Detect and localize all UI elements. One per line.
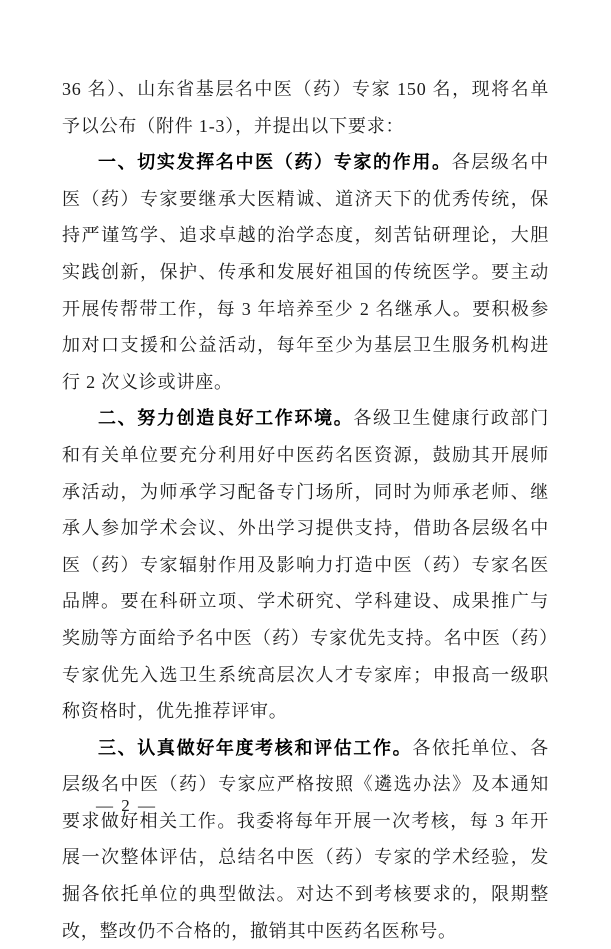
- paragraph-section-1: [62, 144, 549, 400]
- section-heading: 三、认真做好年度考核和评估工作。: [98, 737, 413, 758]
- paragraph-text: 各依托单位、各层级名中医（药）专家应严格按照《遴选办法》及本通知要求做好相关工作。我委将每年开展一次考核，每 3 年开展一次整体评估，总结名中医（药）专家的学术经验，发掘各依托单位的典型做法。对达不到考核要求的，限期整改，整改仍不合格的，撤销其中医药名医称号。: [62, 737, 549, 941]
- paragraph-text: 各级卫生健康行政部门和有关单位要充分利用好中医药名医资源，鼓励其开展师承活动，为师承学习配备专门场所，同时为师承老师、继承人参加学术会议、外出学习提供支持，借助各层级名中医（药）专家辐射作用及影响力打造中医（药）专家名医品牌。要在科研立项、学术研究、学科建设、成果推广与奖励等方面给予名中医（药）专家优先支持。名中医（药）专家优先入选卫生系统高层次人才专家库；申报高一级职称资格时，优先推荐评审。: [62, 408, 549, 722]
- paragraph-section-3: [62, 730, 549, 949]
- paragraph-text: 各层级名中医（药）专家要继承大医精诚、道济天下的优秀传统，保持严谨笃学、追求卓越的治学态度，刻苦钻研理论，大胆实践创新，保护、传承和发展好祖国的传统医学。要主动开展传帮带工作，每 3 年培养至少 2 名继承人。要积极参加对口支援和公益活动，每年至少为基层卫生服务机构进行 2 次义诊或讲座。: [62, 152, 550, 392]
- section-heading: 二、努力创造良好工作环境。: [98, 408, 354, 429]
- paragraph-text: 36 名）、山东省基层名中医（药）专家 150 名，现将名单予以公布（附件 1-3），并提出以下要求：: [62, 79, 549, 136]
- document-body: [62, 71, 549, 949]
- page-number: — 2 —: [96, 796, 157, 815]
- paragraph-section-2: [62, 400, 549, 729]
- paragraph-continuation: [62, 71, 549, 144]
- page-footer: [96, 796, 157, 816]
- section-heading: 一、切实发挥名中医（药）专家的作用。: [98, 152, 452, 173]
